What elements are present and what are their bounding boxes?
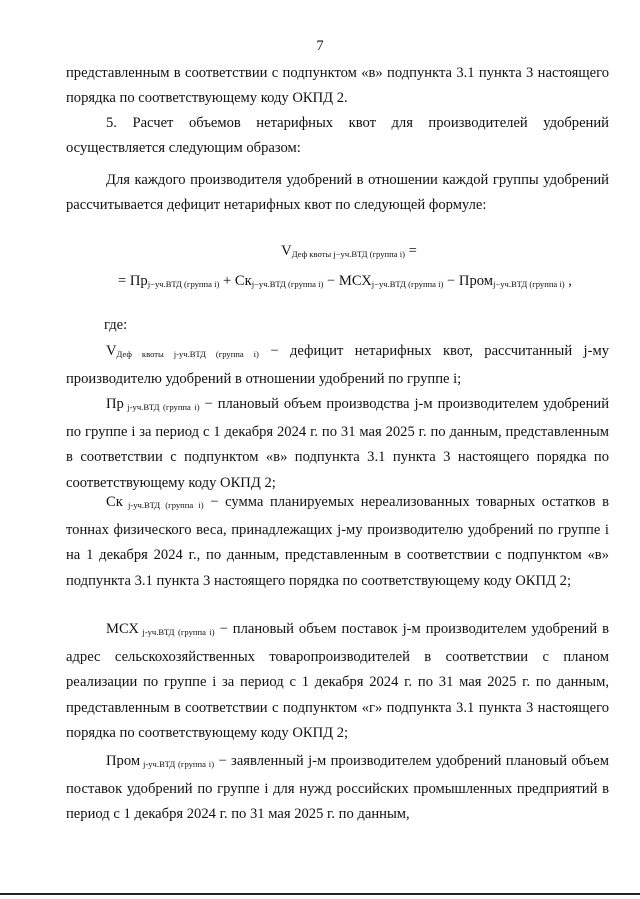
formula-lhs-subscript: Деф квоты j−уч.ВТД (группа i) — [291, 249, 405, 259]
definition-msx — [66, 617, 609, 746]
definition-v — [66, 339, 609, 392]
formula-pr-subscript: j−уч.ВТД (группа i) — [147, 279, 220, 289]
definition-prom — [66, 749, 609, 828]
formula-tail: , — [568, 273, 572, 289]
where-label: где: — [104, 317, 128, 333]
intro-paragraph: представленным в соответствии с подпунктом «в» подпункта 3.1 пункта 3 настоящего порядка по соответствующему коду ОКПД 2. — [66, 65, 609, 107]
definition-symbol: МСХ — [106, 621, 139, 637]
definition-subscript: j-уч.ВТД (группа i) — [123, 402, 200, 412]
formula-rhs — [118, 269, 618, 297]
section-5-paragraph: 5. Расчет объемов нетарифных квот для производителей удобрений осуществляется следующим образом: — [66, 115, 609, 157]
formula-intro-paragraph: Для каждого производителя удобрений в отношении каждой группы удобрений рассчитывается дефицит нетарифных квот по следующей формуле: — [66, 172, 609, 214]
formula-prom-subscript: j−уч.ВТД (группа i) — [493, 279, 565, 289]
definition-symbol: Пр — [106, 396, 124, 412]
formula-msx: − МСХ — [326, 273, 372, 289]
definition-subscript: j-уч.ВТД (группа i) — [138, 627, 215, 637]
definition-subscript: j-уч.ВТД (группа i) — [140, 759, 215, 769]
formula-lhs — [0, 239, 640, 267]
formula-sk-subscript: j−уч.ВТД (группа i) — [251, 279, 324, 289]
definition-symbol: V — [106, 343, 117, 359]
definition-symbol: Ск — [106, 494, 123, 510]
formula-lhs-symbol: V — [281, 243, 292, 259]
scan-edge-line — [0, 893, 640, 895]
definition-text: − сумма планируемых нереализованных товарных остатков в тоннах физического веса, принадлежащих j-му производителю удобрений по группе i на 1 декабря 2024 г., по данным, представленным в соответствии с подпунктом «в» подпункта 3.1 пункта 3 настоящего порядка по соответствующему коду ОКПД 2; — [66, 494, 609, 589]
definition-pr — [66, 392, 609, 496]
definition-subscript: Деф квоты j-уч.ВТД (группа i) — [116, 349, 259, 359]
formula-msx-subscript: j−уч.ВТД (группа i) — [371, 279, 444, 289]
definition-text: − плановый объем поставок j-м производителем удобрений в адрес сельскохозяйственных товаропроизводителей в соответствии с планом реализации по группе i за период с 1 декабря 2024 г. по 31 мая 2025 г. по данным, представленным в соответствии с подпунктом «г» подпункта 3.1 пункта 3 настоящего порядка по соответствующему коду ОКПД 2; — [66, 621, 609, 741]
formula-equals: = — [408, 243, 417, 259]
page-number: 7 — [316, 38, 324, 54]
formula-pr: = Пр — [118, 273, 148, 289]
formula-sk: + Ск — [223, 273, 252, 289]
definition-text: − дефицит нетарифных квот, рассчитанный j-му производителю удобрений в отношении удобрений по группе i; — [66, 343, 609, 388]
definition-symbol: Пром — [106, 753, 141, 769]
formula-prom: − Пром — [447, 273, 494, 289]
definition-text: − плановый объем производства j-м производителем удобрений по группе i за период с 1 декабря 2024 г. по 31 мая 2025 г. по данным, представленным в соответствии с подпунктом «в» подпункта 3.1 пункта 3 настоящего порядка по соответствующему коду ОКПД 2; — [66, 396, 610, 491]
definition-sk — [66, 490, 609, 594]
definition-text: − заявленный j-м производителем удобрений плановый объем поставок удобрений по группе i для нужд российских промышленных предприятий в период с 1 декабря 2024 г. по 31 мая 2025 г. по данным, — [66, 753, 609, 823]
definition-subscript: j-уч.ВТД (группа i) — [122, 500, 204, 510]
